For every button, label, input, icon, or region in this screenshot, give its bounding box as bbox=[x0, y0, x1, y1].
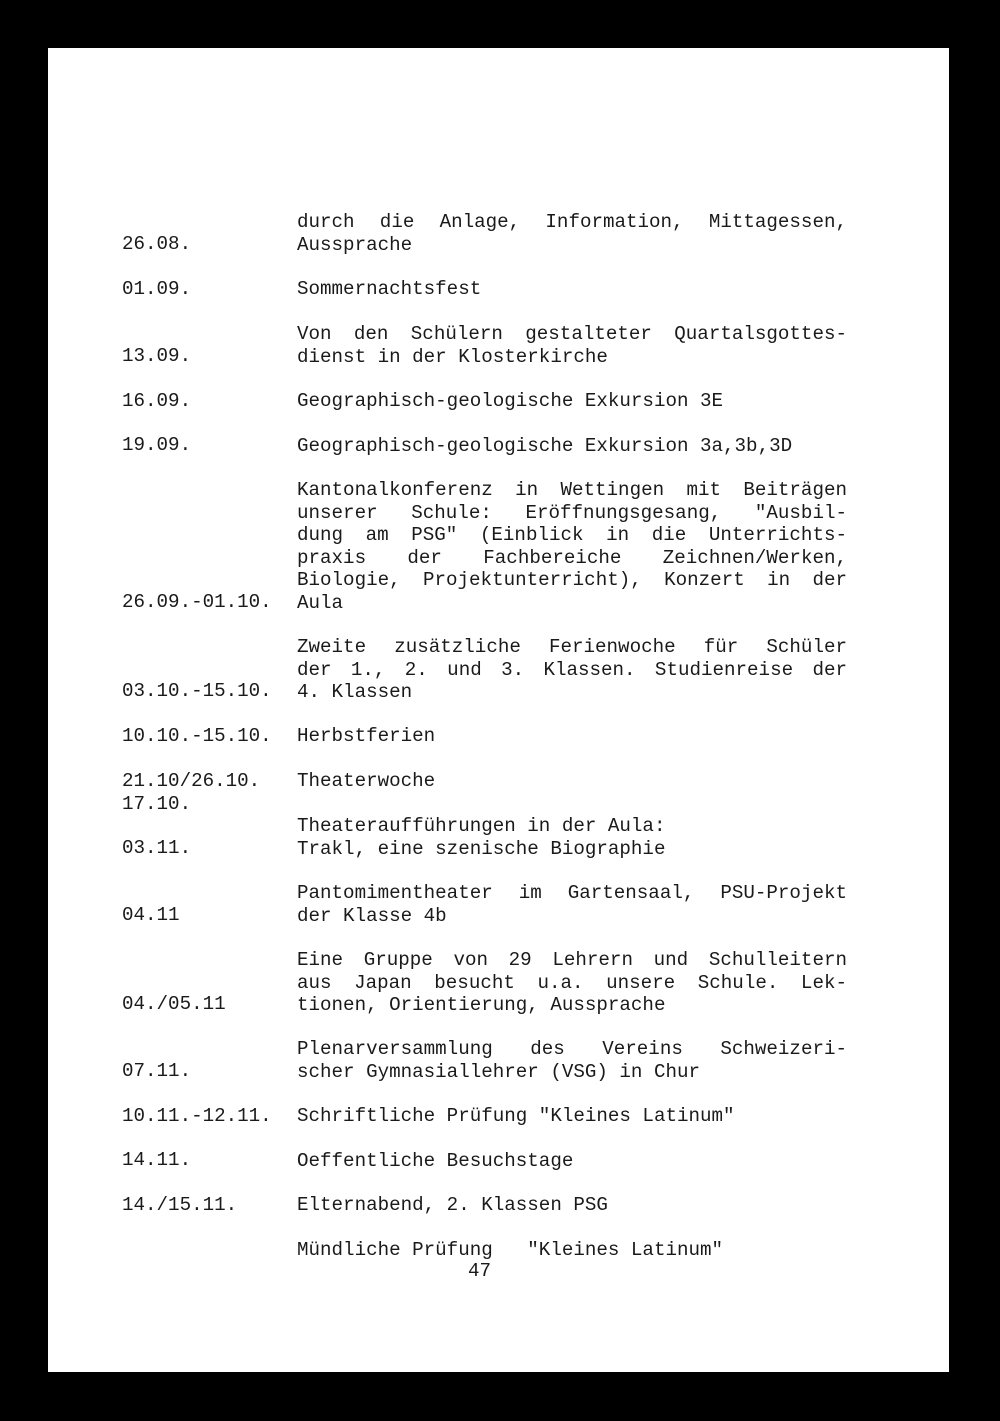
entry-line: 4. Klassen bbox=[297, 681, 413, 703]
continuation-line: durch die Anlage, Information, Mittagessen, bbox=[297, 211, 847, 233]
entry-date: 07.11. bbox=[122, 1060, 192, 1082]
entry-date: 04./05.11 bbox=[122, 993, 226, 1015]
entry-date: 21.10/26.10. bbox=[122, 770, 261, 792]
entry-line: unserer Schule: Eröffnungsgesang, "Ausbil- bbox=[297, 501, 847, 524]
entry-date: 13.09. bbox=[122, 345, 192, 367]
entry-line: Plenarversammlung des Vereins Schweizeri- bbox=[297, 1038, 847, 1060]
entry-line: dienst in der Klosterkirche bbox=[297, 345, 608, 368]
entry-line: Theateraufführungen in der Aula: bbox=[297, 815, 666, 837]
entry-line: Aula bbox=[297, 591, 344, 614]
entry-date: 26.08. bbox=[122, 233, 192, 255]
entry-date: 03.11. bbox=[122, 837, 192, 859]
entry-date: 16.09. bbox=[122, 390, 192, 412]
entry-line: Elternabend, 2. Klassen PSG bbox=[297, 1194, 608, 1216]
entry-line: Eine Gruppe von 29 Lehrern und Schulleitern bbox=[297, 949, 847, 971]
entry-date: 10.11.-12.11. bbox=[122, 1105, 272, 1127]
page-number: 47 bbox=[468, 1260, 492, 1282]
entry-line: Geographisch-geologische Exkursion 3a,3b,3D bbox=[297, 435, 793, 457]
entry-date: 19.09. bbox=[122, 434, 192, 456]
entry-line: tionen, Orientierung, Aussprache bbox=[297, 994, 666, 1016]
entry-line: praxis der Fachbereiche Zeichnen/Werken, bbox=[297, 546, 847, 569]
document-page bbox=[48, 48, 949, 1372]
entry-date: 01.09. bbox=[122, 278, 192, 300]
entry-line: Trakl, eine szenische Biographie bbox=[297, 837, 666, 860]
entry-line: Mündliche Prüfung "Kleines Latinum" bbox=[297, 1239, 724, 1261]
entry-line: Herbstferien bbox=[297, 725, 436, 747]
entry-line: scher Gymnasiallehrer (VSG) in Chur bbox=[297, 1060, 701, 1083]
entry-line: Sommernachtsfest bbox=[297, 278, 482, 300]
entry-line: Pantomimentheater im Gartensaal, PSU-Projekt bbox=[297, 882, 847, 904]
entry-line: dung am PSG" (Einblick in die Unterrichts- bbox=[297, 524, 847, 546]
entry-line: Schriftliche Prüfung "Kleines Latinum" bbox=[297, 1105, 735, 1127]
entry-line: Zweite zusätzliche Ferienwoche für Schüler bbox=[297, 636, 847, 658]
entry-line: Oeffentliche Besuchstage bbox=[297, 1150, 574, 1172]
entry-date: 03.10.-15.10. bbox=[122, 680, 272, 702]
entry-date: 10.10.-15.10. bbox=[122, 725, 272, 747]
entry-line: der Klasse 4b bbox=[297, 904, 447, 927]
entry-date: 14./15.11. bbox=[122, 1194, 238, 1216]
entry-line: aus Japan besucht u.a. unsere Schule. Lek- bbox=[297, 971, 847, 994]
entry-date: 04.11 bbox=[122, 904, 180, 926]
entry-date: 26.09.-01.10. bbox=[122, 591, 272, 613]
entry-line: der 1., 2. und 3. Klassen. Studienreise der bbox=[297, 658, 847, 681]
entry-line: Theaterwoche bbox=[297, 770, 436, 792]
continuation-line: Aussprache bbox=[297, 233, 413, 256]
entry-line: Biologie, Projektunterricht), Konzert in der bbox=[297, 569, 847, 591]
entry-line: Von den Schülern gestalteter Quartalsgottes- bbox=[297, 323, 847, 345]
entry-date: 14.11. bbox=[122, 1149, 192, 1171]
entry-line: Geographisch-geologische Exkursion 3E bbox=[297, 390, 724, 412]
entry-line: Kantonalkonferenz in Wettingen mit Beiträgen bbox=[297, 479, 847, 501]
entry-date-secondary: 17.10. bbox=[122, 792, 192, 815]
